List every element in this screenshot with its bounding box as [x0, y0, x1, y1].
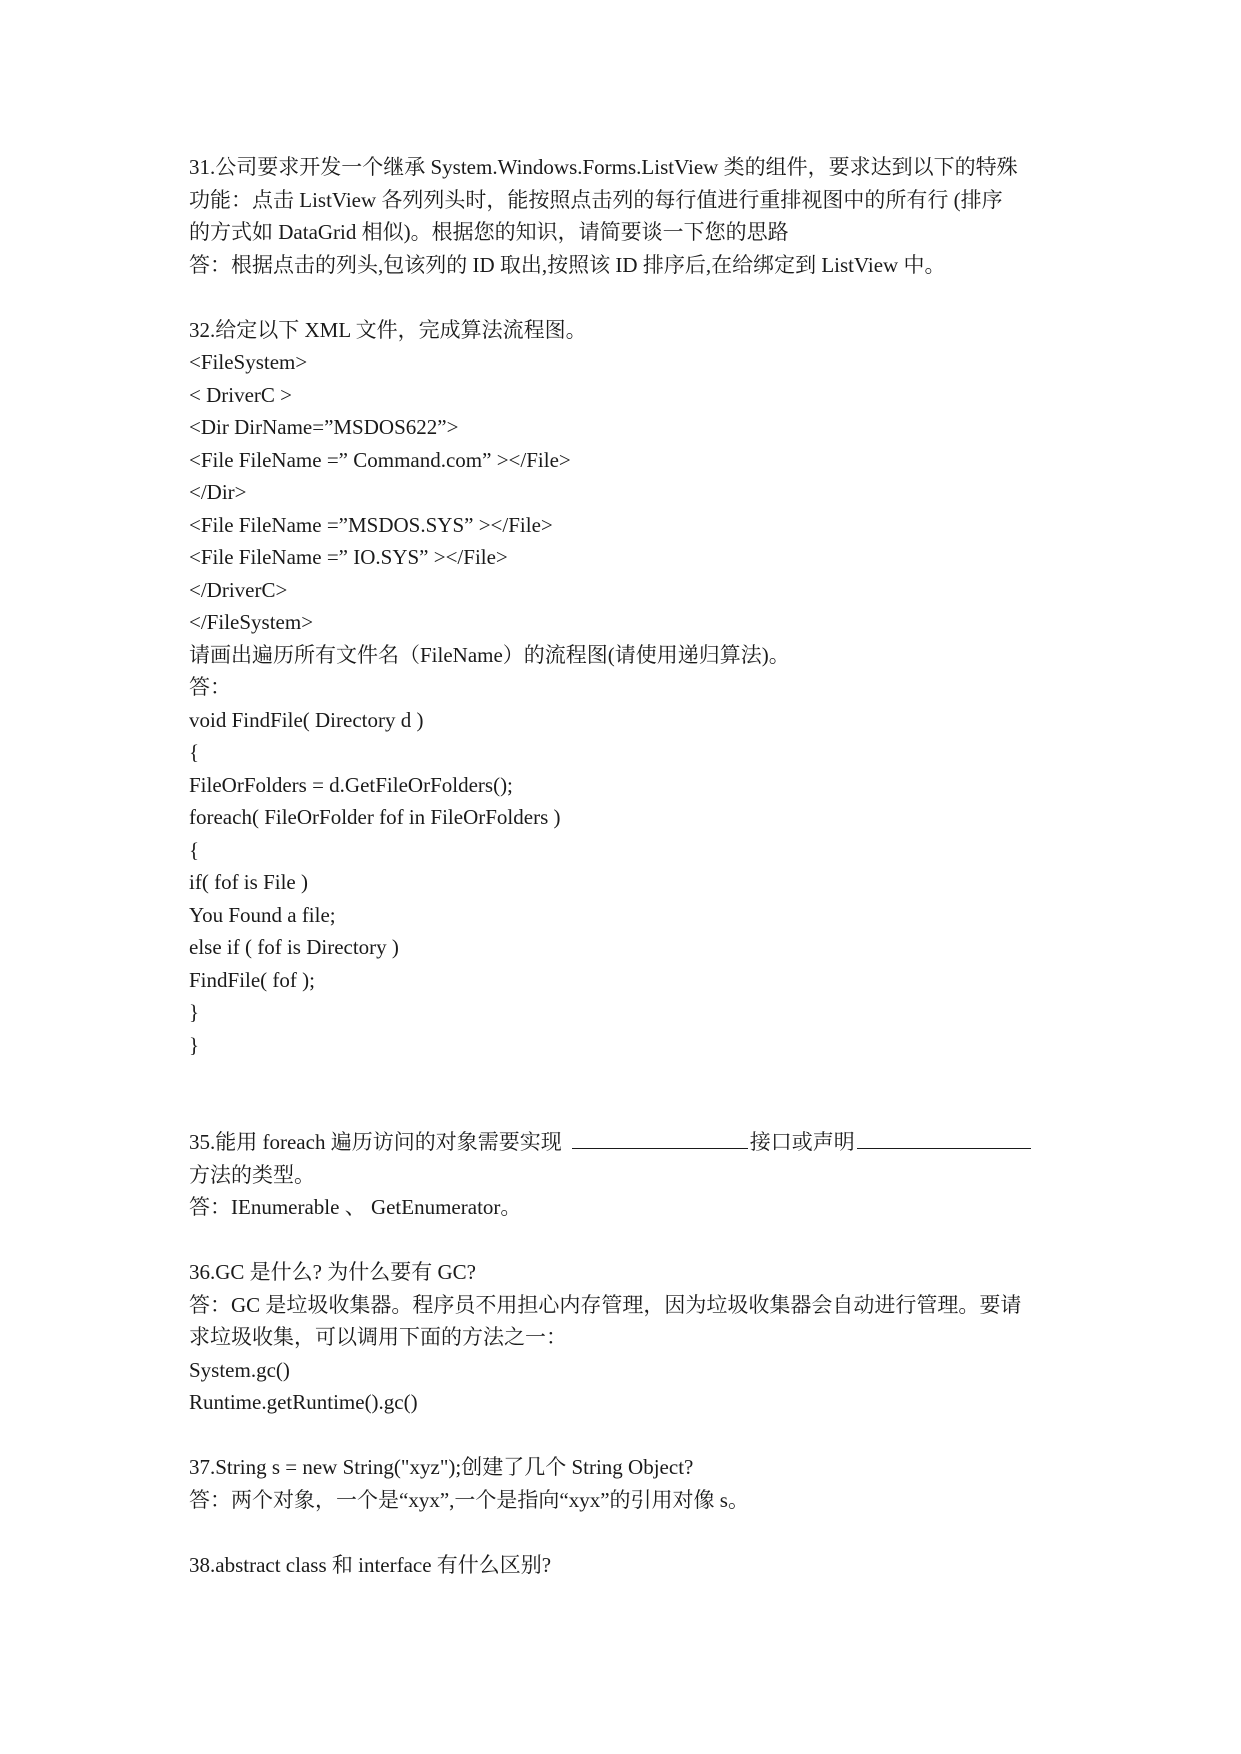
code-line: }	[189, 1000, 200, 1024]
xml-line: <File FileName =” IO.SYS” ></File>	[189, 545, 508, 569]
xml-line: <FileSystem>	[189, 350, 308, 374]
question-title: 38.abstract class 和 interface 有什么区别?	[189, 1552, 552, 1577]
question-text-line: 31.公司要求开发一个继承 System.Windows.Forms.ListView 类的组件，要求达到以下的特殊	[189, 155, 1018, 179]
answer-text-line: 求垃圾收集，可以调用下面的方法之一：	[189, 1325, 567, 1349]
question-title: 36.GC 是什么? 为什么要有 GC?	[189, 1260, 476, 1284]
code-line: else if ( fof is Directory )	[189, 935, 399, 959]
fill-in-blank	[572, 1126, 748, 1149]
fill-in-blank	[857, 1126, 1031, 1149]
answer-text: 答：IEnumerable 、 GetEnumerator。	[189, 1195, 522, 1219]
question-title: 37.String s = new String("xyz");创建了几个 String Object?	[189, 1455, 694, 1479]
answer-text: 答：两个对象，一个是“xyx”,一个是指向“xyx”的引用对像 s。	[189, 1487, 749, 1512]
code-line: FindFile( fof );	[189, 967, 315, 992]
code-line: if( fof is File )	[189, 870, 308, 894]
document-content	[189, 151, 1069, 1581]
xml-listing	[189, 346, 1069, 639]
question-text-line: 功能：点击 ListView 各列列头时，能按照点击列的每行值进行重排视图中的所有行 (排序	[189, 187, 1003, 212]
spacer	[189, 1516, 1069, 1549]
spacer	[189, 1061, 1069, 1126]
question-36	[189, 1256, 1069, 1419]
xml-line: </Dir>	[189, 480, 247, 504]
spacer	[189, 1224, 1069, 1257]
code-line: {	[189, 837, 200, 862]
question-text-part: 35.能用 foreach 遍历访问的对象需要实现	[189, 1130, 562, 1154]
question-text-line: 方法的类型。	[189, 1162, 315, 1187]
spacer	[189, 1419, 1069, 1452]
spacer	[189, 281, 1069, 314]
code-line: FileOrFolders = d.GetFileOrFolders();	[189, 772, 513, 797]
xml-line: <File FileName =” Command.com” ></File>	[189, 447, 571, 472]
question-35	[189, 1126, 1069, 1224]
question-title: 32.给定以下 XML 文件，完成算法流程图。	[189, 317, 587, 342]
code-line: You Found a file;	[189, 902, 336, 927]
code-listing	[189, 704, 1069, 1062]
question-text-line	[189, 1126, 1069, 1159]
xml-line: </DriverC>	[189, 577, 288, 602]
code-line: {	[189, 740, 200, 764]
answer-text-line: 答：GC 是垃圾收集器。程序员不用担心内存管理，因为垃圾收集器会自动进行管理。要请	[189, 1292, 1022, 1317]
question-text-line: 的方式如 DataGrid 相似)。根据您的知识，请简要谈一下您的思路	[189, 220, 789, 244]
xml-line: <Dir DirName=”MSDOS622”>	[189, 415, 459, 439]
code-line: Runtime.getRuntime().gc()	[189, 1390, 418, 1414]
code-line: System.gc()	[189, 1357, 290, 1382]
question-32	[189, 314, 1069, 1062]
xml-line: < DriverC >	[189, 382, 293, 407]
question-38	[189, 1549, 1069, 1582]
xml-line: <File FileName =”MSDOS.SYS” ></File>	[189, 512, 553, 537]
answer-text: 答：根据点击的列头,包该列的 ID 取出,按照该 ID 排序后,在给绑定到 ListView 中。	[189, 252, 946, 277]
question-prompt: 请画出遍历所有文件名（FileName）的流程图(请使用递归算法)。	[189, 642, 790, 667]
question-37	[189, 1451, 1069, 1516]
answer-label: 答：	[189, 675, 231, 699]
question-31	[189, 151, 1069, 281]
code-line: foreach( FileOrFolder fof in FileOrFolders )	[189, 805, 561, 829]
question-text-part: 接口或声明	[749, 1130, 855, 1154]
xml-line: </FileSystem>	[189, 610, 314, 634]
code-line: void FindFile( Directory d )	[189, 707, 424, 732]
code-line: }	[189, 1032, 200, 1057]
